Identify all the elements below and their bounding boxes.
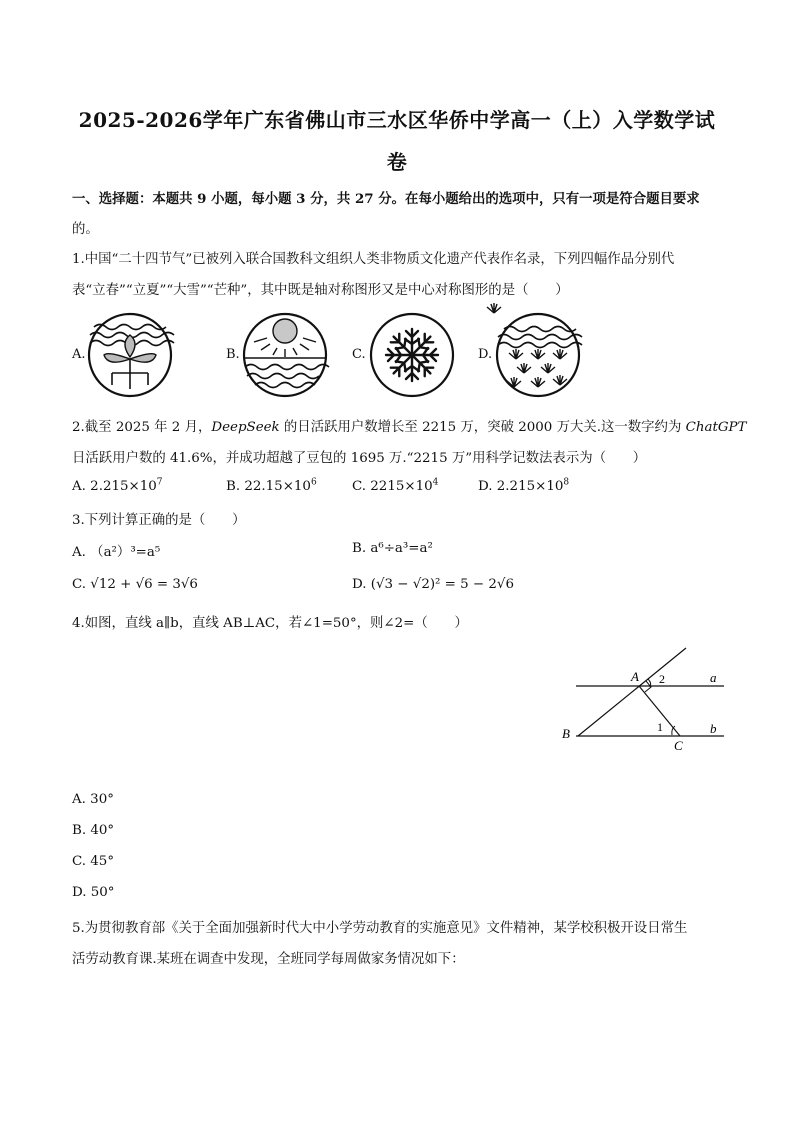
daxue-snowflake-icon <box>368 313 456 397</box>
q3-option-a: A. （a²）³=a⁵ <box>72 545 161 560</box>
label-c-point: C <box>674 738 683 753</box>
exam-title-line1: 2025-2026学年广东省佛山市三水区华侨中学高一（上）入学数学试 <box>78 108 716 132</box>
question-4-stem: 4.如图，直线 a∥b，直线 AB⊥AC，若∠1=50°，则∠2=（ ） <box>72 616 468 631</box>
q1-option-b-label: B. <box>226 347 240 362</box>
q3-option-c: C. √12 + √6 = 3√6 <box>72 577 198 592</box>
q2-option-b <box>226 479 317 494</box>
q2-option-c-exp: 4 <box>432 477 439 488</box>
label-a-point: A <box>631 669 639 684</box>
q2-option-a-text: A. 2.215×10 <box>72 479 157 494</box>
question-2-line2: 日活跃用户数的 41.6%，并成功超越了豆包的 1695 万.“2215 万”用科学记数法表示为（ ） <box>72 451 647 466</box>
q1-option-d-label: D. <box>478 347 493 362</box>
q2-option-d <box>478 479 569 494</box>
question-5-line1: 5.为贯彻教育部《关于全面加强新时代大中小学劳动教育的实施意见》文件精神，某学校积极开设日常生 <box>72 921 688 936</box>
q4-option-a: A. 30° <box>72 792 114 807</box>
q1-option-c-label: C. <box>352 347 366 362</box>
label-b-point: B <box>562 726 570 741</box>
q2-option-b-exp: 6 <box>310 477 317 488</box>
lichun-sprout-icon <box>86 313 174 397</box>
q3-option-b: B. a⁶÷a³=a² <box>352 541 433 556</box>
q2-text-a: 2.截至 2025 年 2 月， <box>72 420 212 435</box>
q2-text-b: 的日活跃用户数增长至 2215 万，突破 2000 万大关.这一数字约为 <box>279 420 686 435</box>
label-line-b: b <box>710 721 717 736</box>
exam-title-line2: 卷 <box>386 150 408 174</box>
question-5-line2: 活劳动教育课.某班在调查中发现，全班同学每周做家务情况如下： <box>72 952 465 967</box>
question-1-line2: 表“立春”“立夏”“大雪”“芒种”，其中既是轴对称图形又是中心对称图形的是（ ） <box>72 283 569 298</box>
question-1-line1: 1.中国“二十四节气”已被列入联合国教科文组织人类非物质文化遗产代表作名录，下列四幅作品分别代 <box>72 252 675 267</box>
mangzhong-grain-icon <box>494 313 582 397</box>
section-heading-cont: 的。 <box>72 222 99 237</box>
q2-option-c-text: C. 2215×10 <box>352 479 433 494</box>
q3-option-d: D. (√3 − √2)² = 5 − 2√6 <box>352 577 514 592</box>
label-line-a: a <box>710 670 717 685</box>
section-heading: 一、选择题：本题共 9 小题，每小题 3 分，共 27 分。在每小题给出的选项中，只有一项是符合题目要求 <box>72 191 700 207</box>
parallel-lines-figure <box>556 640 726 758</box>
q2-option-c <box>352 479 438 494</box>
q2-option-b-text: B. 22.15×10 <box>226 479 311 494</box>
label-2: 2 <box>659 672 665 686</box>
q2-option-a <box>72 479 163 494</box>
lixia-sun-icon <box>241 313 329 397</box>
q4-option-b: B. 40° <box>72 823 115 838</box>
q4-option-c: C. 45° <box>72 854 115 869</box>
q2-chatgpt: ChatGPT <box>685 420 747 435</box>
q4-option-d: D. 50° <box>72 885 115 900</box>
q1-option-a-label: A. <box>72 347 86 362</box>
label-1: 1 <box>657 720 663 734</box>
question-3-stem: 3.下列计算正确的是（ ） <box>72 513 246 528</box>
q2-option-d-exp: 8 <box>563 477 570 488</box>
q2-option-d-text: D. 2.215×10 <box>478 479 564 494</box>
question-2-line1 <box>72 416 746 435</box>
q2-option-a-exp: 7 <box>156 477 163 488</box>
q2-deepseek: DeepSeek <box>211 420 280 435</box>
